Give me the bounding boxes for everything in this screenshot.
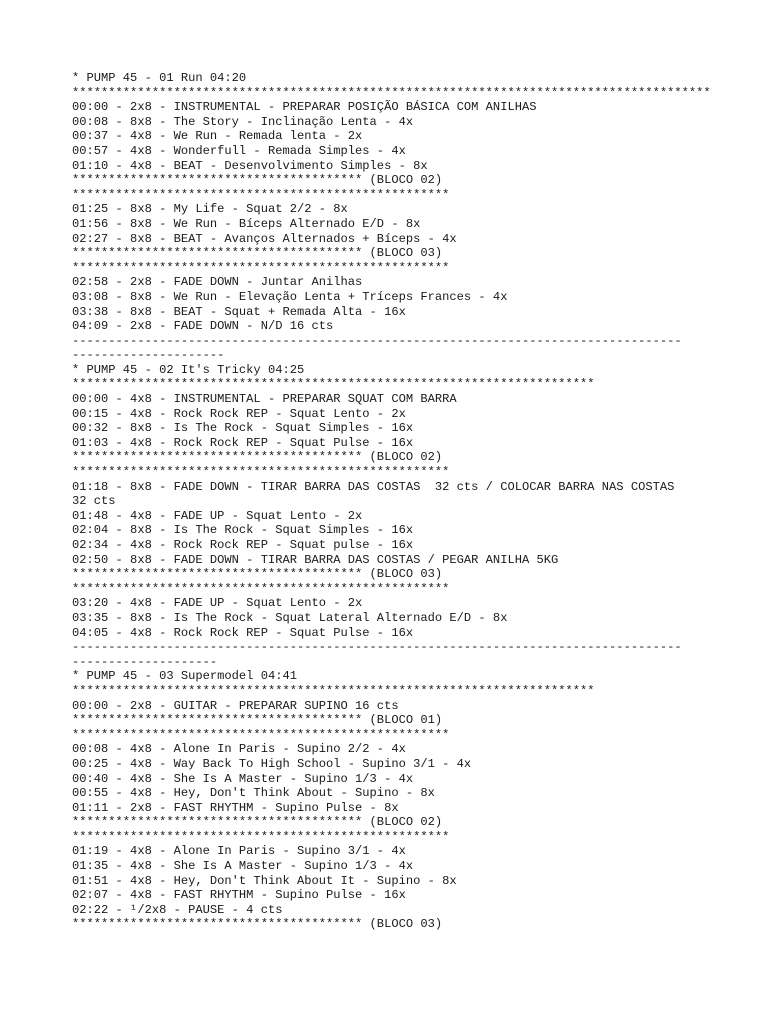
text-line: 01:56 - 8x8 - We Run - Bíceps Alternado E/D - 8x [72,216,421,231]
separator-line: **************************************************** [72,465,450,480]
text-line: 00:25 - 4x8 - Way Back To High School - Supino 3/1 - 4x [72,756,472,771]
text-line: 00:57 - 4x8 - Wonderfull - Remada Simples - 4x [72,143,406,158]
text-line: 00:00 - 2x8 - GUITAR - PREPARAR SUPINO 16 cts [72,698,399,713]
separator-line: **************************************************** [72,260,450,275]
text-line: 01:18 - 8x8 - FADE DOWN - TIRAR BARRA DAS COSTAS 32 cts / COLOCAR BARRA NAS COSTAS [72,479,675,494]
text-line: 00:00 - 2x8 - INSTRUMENTAL - PREPARAR POSIÇÃO BÁSICA COM ANILHAS [72,100,537,115]
text-line: 01:48 - 4x8 - FADE UP - Squat Lento - 2x [72,508,363,523]
text-line: 01:10 - 4x8 - BEAT - Desenvolvimento Simples - 8x [72,158,428,173]
separator-line: **************************************************** [72,727,450,742]
text-line: 02:07 - 4x8 - FAST RHYTHM - Supino Pulse - 16x [72,888,406,903]
text-line: 00:40 - 4x8 - She Is A Master - Supino 1/3 - 4x [72,771,414,786]
track-title-line: * PUMP 45 - 02 It's Tricky 04:25 [72,362,305,377]
text-line: 03:35 - 8x8 - Is The Rock - Squat Lateral Alternado E/D - 8x [72,610,508,625]
block-header-line: **************************************** (BLOCO 02) [72,450,443,465]
dash-separator-line: -------------------- [72,654,218,669]
separator-line: **************************************************** [72,187,450,202]
text-line: 01:03 - 4x8 - Rock Rock REP - Squat Pulse - 16x [72,435,414,450]
text-line: 00:15 - 4x8 - Rock Rock REP - Squat Lento - 2x [72,406,406,421]
text-line: 00:55 - 4x8 - Hey, Don't Think About - Supino - 8x [72,786,435,801]
text-line: 02:22 - ¹/2x8 - PAUSE - 4 cts [72,902,283,917]
separator-line: ************************************************************************ [72,683,595,698]
text-line: 02:27 - 8x8 - BEAT - Avanços Alternados + Bíceps - 4x [72,231,457,246]
separator-line: ************************************************************************ [72,377,595,392]
text-line: 04:05 - 4x8 - Rock Rock REP - Squat Pulse - 16x [72,625,414,640]
text-line: 01:11 - 2x8 - FAST RHYTHM - Supino Pulse - 8x [72,800,399,815]
text-line: 03:08 - 8x8 - We Run - Elevação Lenta + Tríceps Frances - 4x [72,289,508,304]
text-line: 01:19 - 4x8 - Alone In Paris - Supino 3/1 - 4x [72,844,406,859]
dash-separator-line: ------------------------------------------------------------------------------------ [72,333,682,348]
block-header-line: **************************************** (BLOCO 01) [72,713,443,728]
text-line: * PUMP 45 - 01 Run 04:20 [72,71,247,85]
text-line: 02:50 - 8x8 - FADE DOWN - TIRAR BARRA DAS COSTAS / PEGAR ANILHA 5KG [72,552,559,567]
block-header-line: **************************************** (BLOCO 03) [72,917,443,932]
dash-separator-line: ------------------------------------------------------------------------------------ [72,640,682,655]
text-line: 03:20 - 4x8 - FADE UP - Squat Lento - 2x [72,596,363,611]
block-header-line: **************************************** (BLOCO 02) [72,173,443,188]
text-line: 01:35 - 4x8 - She Is A Master - Supino 1/3 - 4x [72,859,414,874]
separator-line: **************************************************** [72,581,450,596]
text-line: 00:37 - 4x8 - We Run - Remada lenta - 2x [72,129,363,144]
text-line: 00:32 - 8x8 - Is The Rock - Squat Simples - 16x [72,421,414,436]
text-line: 03:38 - 8x8 - BEAT - Squat + Remada Alta - 16x [72,304,406,319]
text-line: 32 cts [72,494,116,509]
text-line: 02:58 - 2x8 - FADE DOWN - Juntar Anilhas [72,275,363,290]
document-page [72,71,712,932]
block-header-line: **************************************** (BLOCO 02) [72,815,443,830]
text-line: 00:08 - 4x8 - Alone In Paris - Supino 2/2 - 4x [72,742,406,757]
text-line: 01:25 - 8x8 - My Life - Squat 2/2 - 8x [72,202,348,217]
text-line: 02:34 - 4x8 - Rock Rock REP - Squat pulse - 16x [72,538,414,552]
separator-line: **************************************************** [72,829,450,844]
dash-separator-line: --------------------- [72,348,225,363]
block-header-line: **************************************** (BLOCO 03) [72,246,443,261]
separator-line: **************************************************************************************** [72,85,711,100]
text-line: 01:51 - 4x8 - Hey, Don't Think About It - Supino - 8x [72,873,457,888]
track-title-line: * PUMP 45 - 03 Supermodel 04:41 [72,669,297,684]
text-line: 00:00 - 4x8 - INSTRUMENTAL - PREPARAR SQUAT COM BARRA [72,392,457,407]
text-line: 00:08 - 8x8 - The Story - Inclinação Lenta - 4x [72,114,414,129]
text-line: 04:09 - 2x8 - FADE DOWN - N/D 16 cts [72,319,334,334]
text-line: 02:04 - 8x8 - Is The Rock - Squat Simples - 16x [72,523,414,538]
block-header-line: **************************************** (BLOCO 03) [72,567,443,582]
